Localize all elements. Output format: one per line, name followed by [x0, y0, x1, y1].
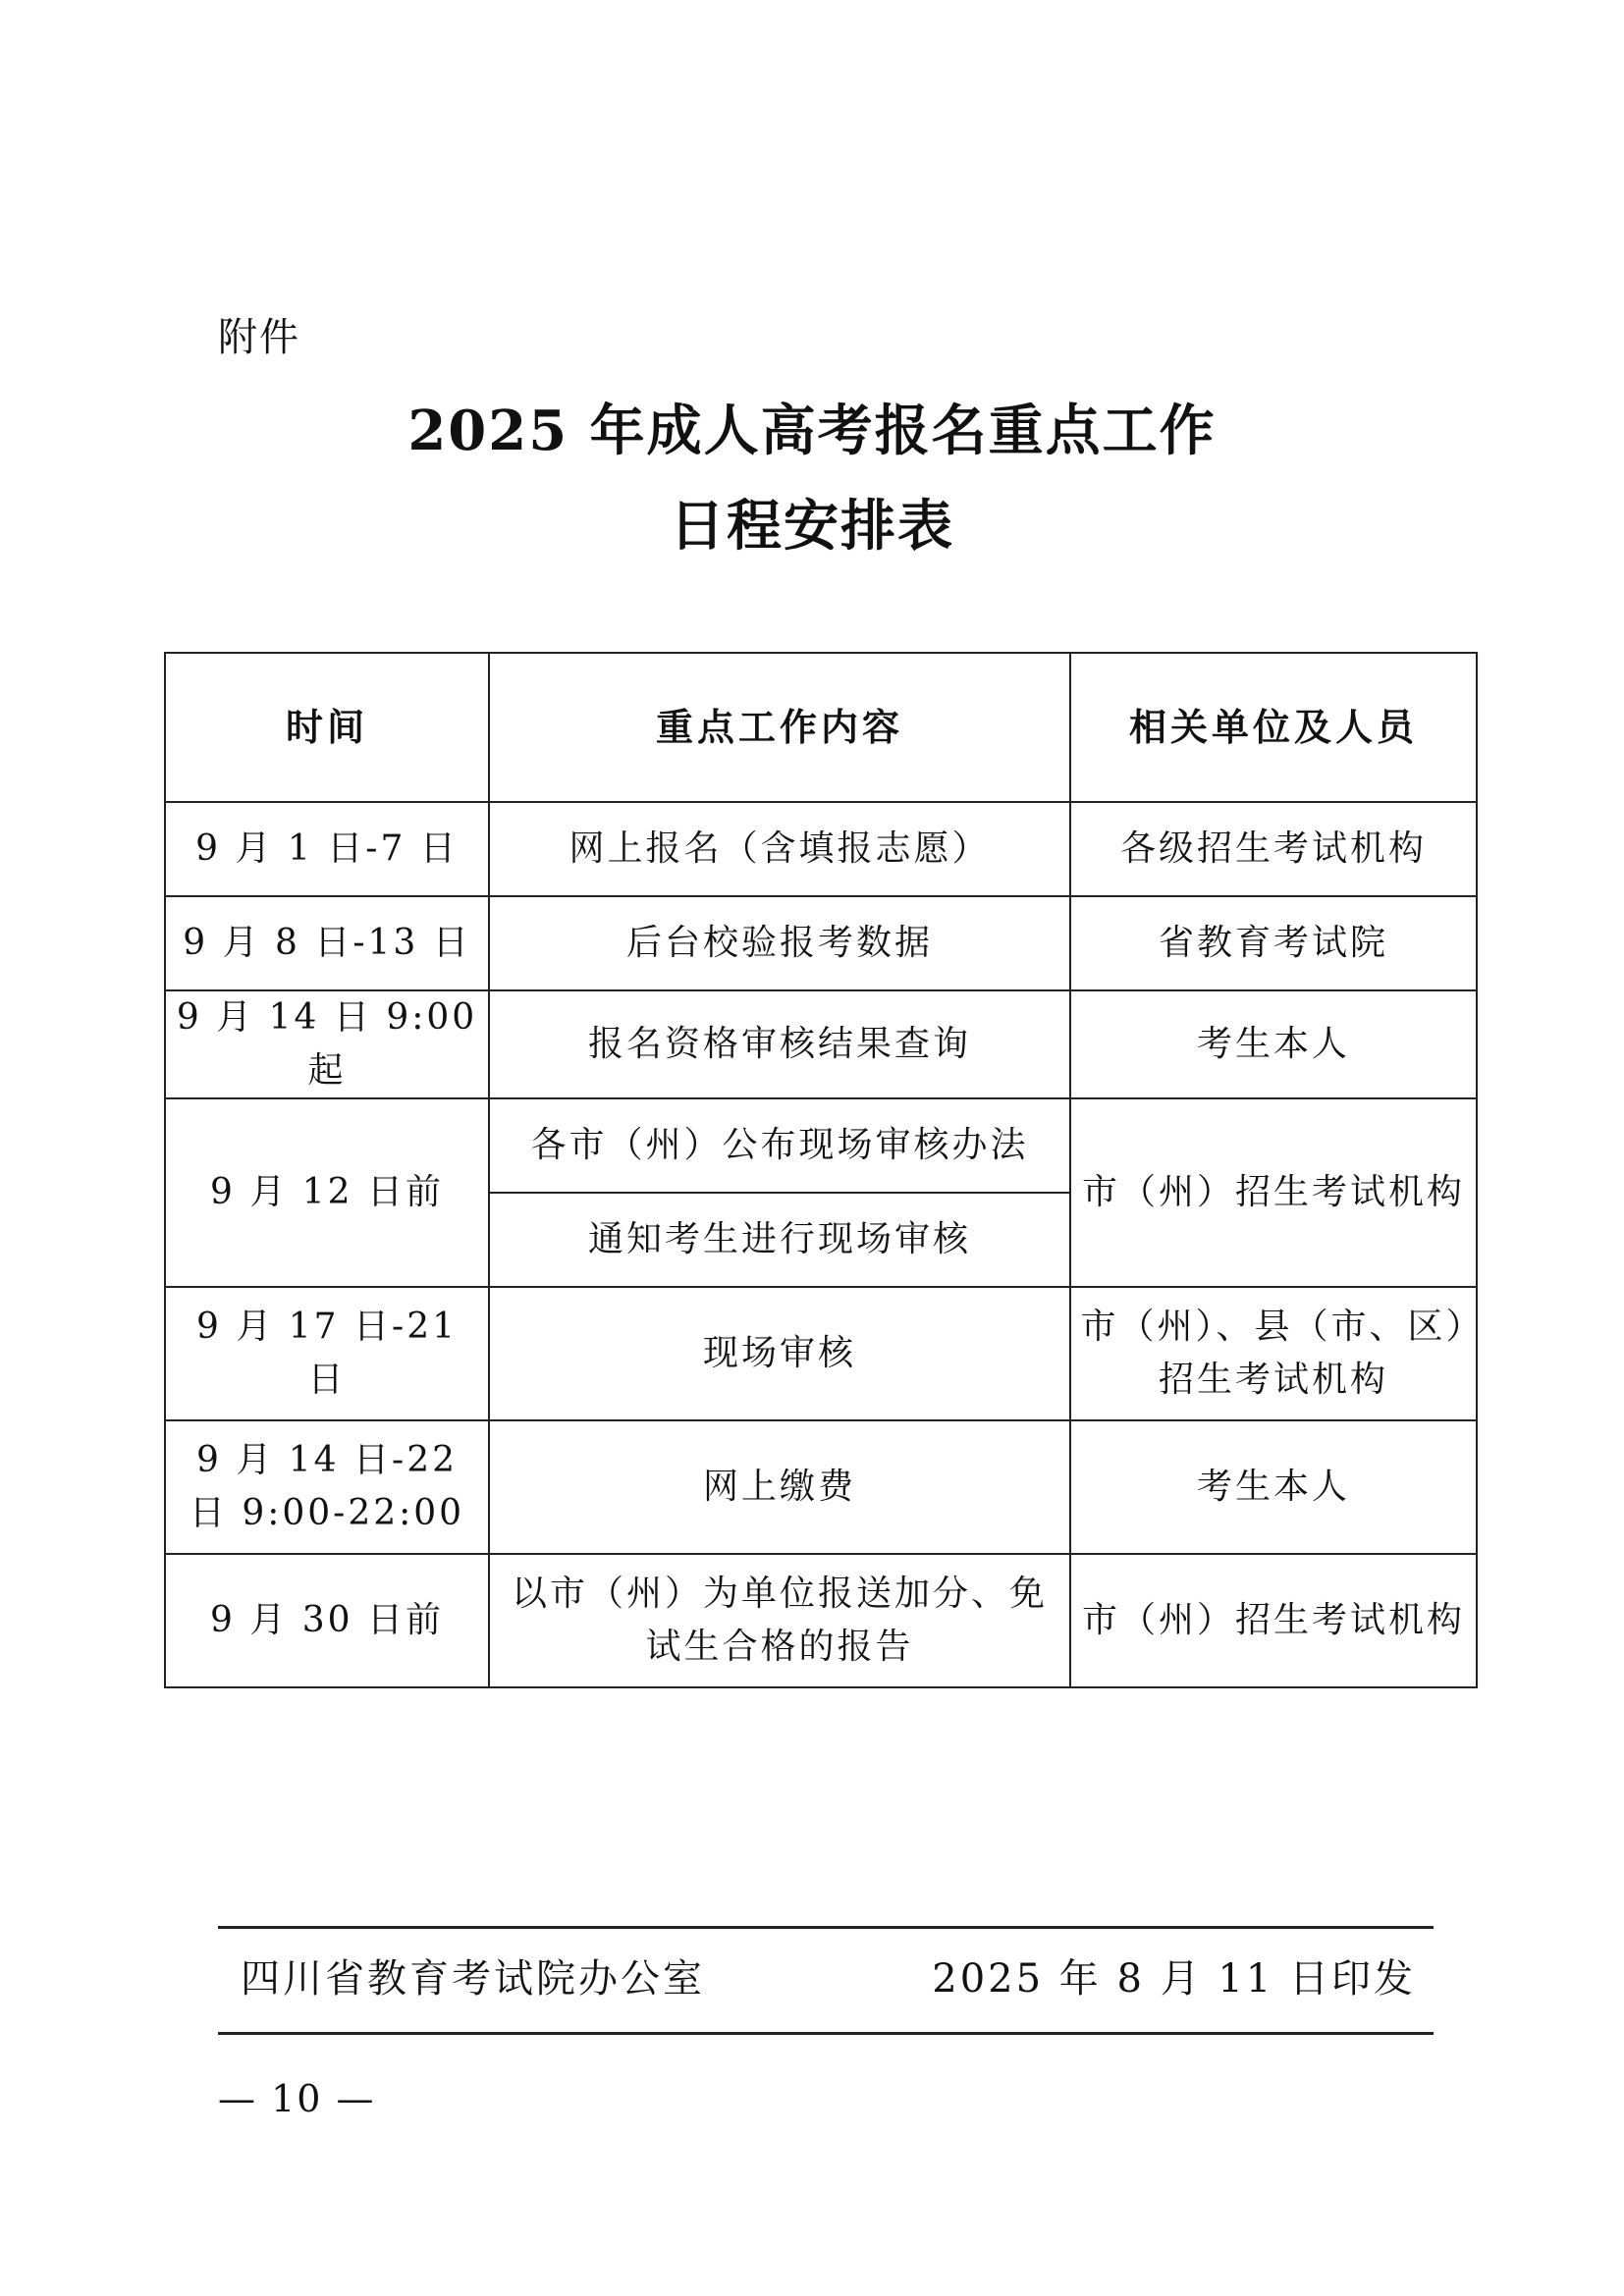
header-unit: 相关单位及人员	[1070, 653, 1477, 802]
cell-time: 9 月 17 日-21 日	[165, 1287, 489, 1420]
cell-task: 各市（州）公布现场审核办法	[489, 1098, 1070, 1193]
cell-time: 9 月 12 日前	[165, 1098, 489, 1287]
cell-time: 9 月 8 日-13 日	[165, 896, 489, 990]
table-row	[165, 802, 1477, 896]
cell-task: 现场审核	[489, 1287, 1070, 1420]
table-row	[165, 1098, 1477, 1193]
cell-time: 9 月 1 日-7 日	[165, 802, 489, 896]
cell-unit: 省教育考试院	[1070, 896, 1477, 990]
table-row	[165, 1287, 1477, 1420]
footer-print-date: 2025 年 8 月 11 日印发	[932, 1956, 1416, 2002]
attachment-label: 附件	[218, 315, 300, 360]
cell-unit: 考生本人	[1070, 1420, 1477, 1554]
cell-time: 9 月 30 日前	[165, 1554, 489, 1687]
cell-unit: 市（州）招生考试机构	[1070, 1098, 1477, 1287]
cell-unit: 市（州）招生考试机构	[1070, 1554, 1477, 1687]
footer-divider-bottom	[218, 2032, 1434, 2035]
cell-task: 以市（州）为单位报送加分、免试生合格的报告	[489, 1554, 1070, 1687]
header-time: 时间	[165, 653, 489, 802]
cell-task: 通知考生进行现场审核	[489, 1193, 1070, 1287]
cell-task: 报名资格审核结果查询	[489, 990, 1070, 1098]
cell-time: 9 月 14 日-22 日 9:00-22:00	[165, 1420, 489, 1554]
cell-unit: 考生本人	[1070, 990, 1477, 1098]
document-title-line2: 日程安排表	[670, 494, 954, 559]
cell-task: 后台校验报考数据	[489, 896, 1070, 990]
footer-organization: 四川省教育考试院办公室	[241, 1956, 705, 2002]
cell-task: 网上缴费	[489, 1420, 1070, 1554]
cell-time: 9 月 14 日 9:00 起	[165, 990, 489, 1098]
cell-task: 网上报名（含填报志愿）	[489, 802, 1070, 896]
cell-unit: 市（州）、县（市、区）招生考试机构	[1070, 1287, 1477, 1420]
document-title-line1: 2025 年成人高考报名重点工作	[407, 399, 1217, 463]
schedule-table	[164, 652, 1478, 1688]
cell-unit: 各级招生考试机构	[1070, 802, 1477, 896]
table-row	[165, 990, 1477, 1098]
table-row	[165, 896, 1477, 990]
header-task: 重点工作内容	[489, 653, 1070, 802]
page-number: — 10 —	[218, 2077, 376, 2120]
footer-divider-top	[218, 1926, 1434, 1929]
table-row	[165, 1554, 1477, 1687]
table-header-row	[165, 653, 1477, 802]
table-row	[165, 1420, 1477, 1554]
